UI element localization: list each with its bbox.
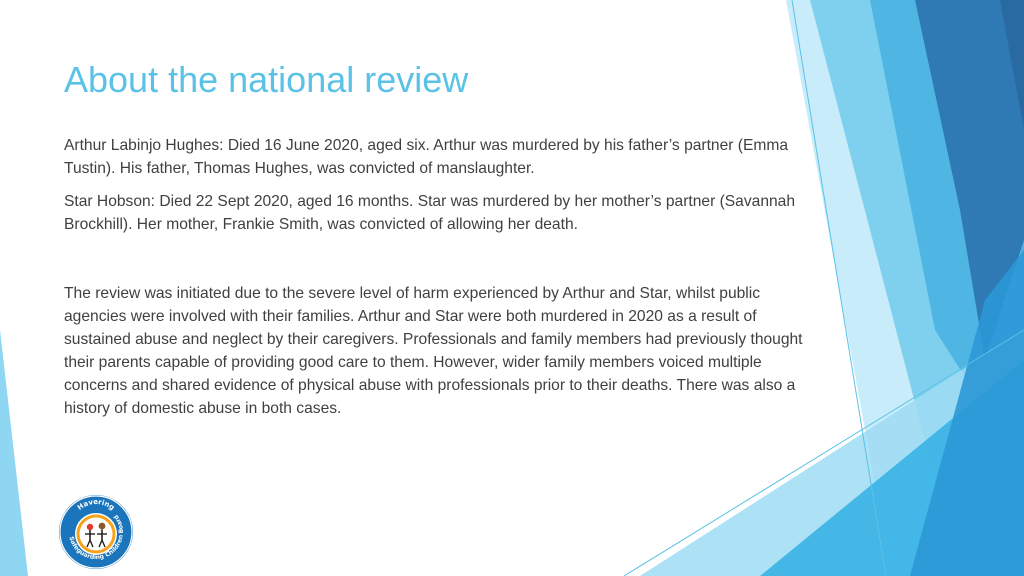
left-accent-shape (0, 330, 28, 576)
logo-graphic (58, 494, 134, 570)
logo-ring-text: Safeguarding Children Board (67, 513, 126, 562)
logo-havering-text: Havering (76, 497, 117, 512)
slide-title: About the national review (64, 59, 469, 100)
paragraph-review: The review was initiated due to the severe level of harm experienced by Arthur and Star, whilst public agencies were involved with their families. Arthur and Star were both murdered in 2020 as a result of sustained abuse and neglect by their caregivers. Professionals and family members had previously thought their parents capable of providing good care to them. However, wider family members voiced multiple concerns and shared evidence of physical abuse with professionals prior to their deaths. There was also a history of domestic abuse in both cases. (64, 285, 803, 417)
paragraph-star: Star Hobson: Died 22 Sept 2020, aged 16 months. Star was murdered by her mother’s partner (Savannah Brockhill). Her mother, Frankie Smith, was convicted of allowing her death. (64, 193, 796, 233)
paragraph-arthur: Arthur Labinjo Hughes: Died 16 June 2020, aged six. Arthur was murdered by his father’s partner (Emma Tustin). His father, Thomas Hughes, was convicted of manslaughter. (64, 137, 789, 177)
havering-safeguarding-logo (58, 494, 134, 570)
